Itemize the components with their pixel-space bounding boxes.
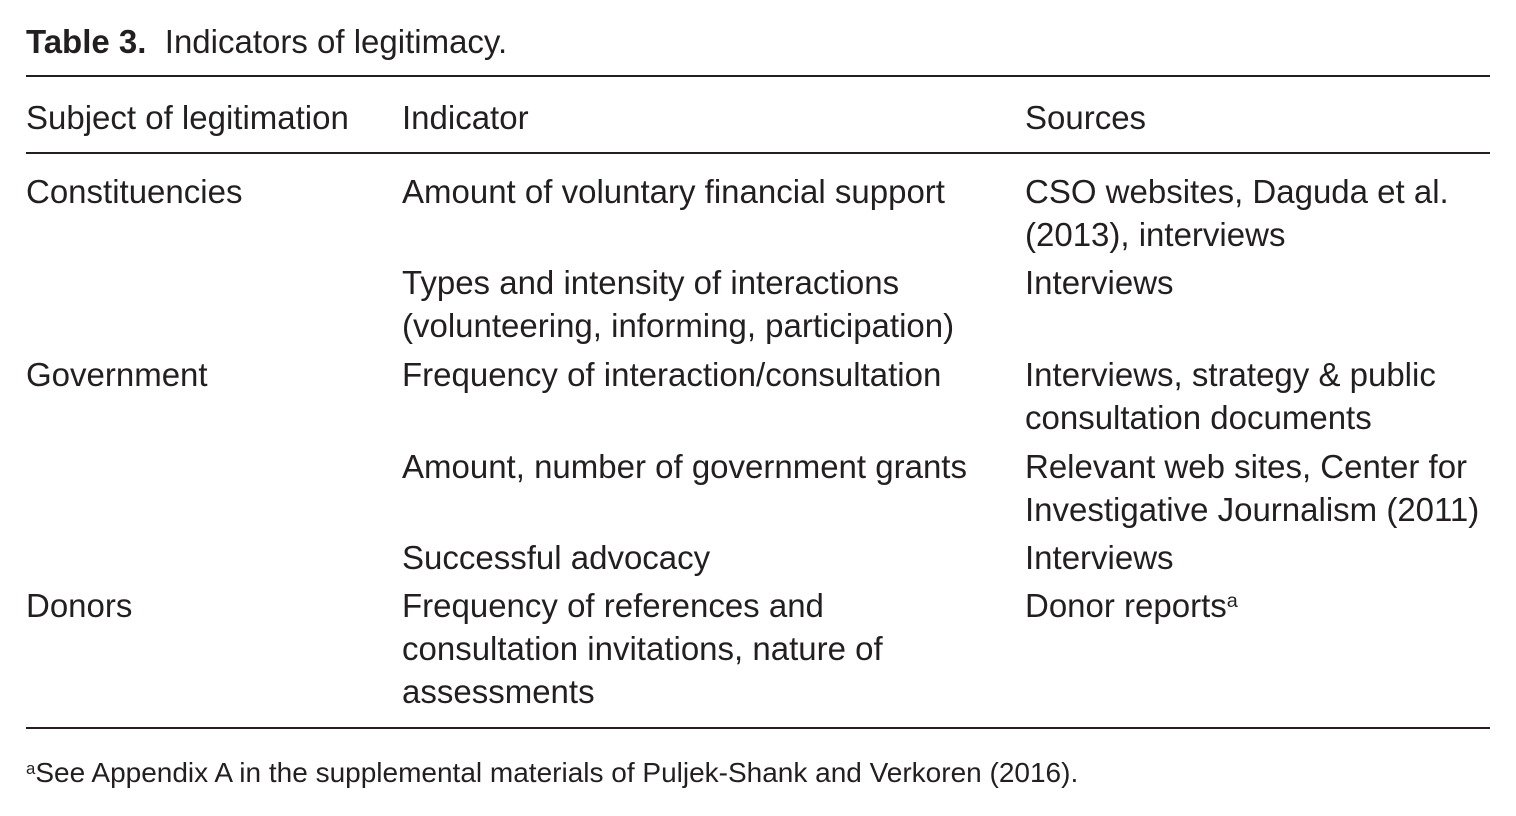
row-1-sources: Interviews: [1025, 264, 1174, 301]
table-caption: [26, 22, 507, 62]
row-5-sources: [1025, 584, 1495, 627]
row-2-sources: Interviews, strategy & public consultation documents: [1025, 356, 1436, 436]
header-indicator: Indicator: [402, 99, 529, 136]
bottom-rule: [26, 727, 1490, 729]
row-4-indicator: Successful advocacy: [402, 539, 711, 576]
row-1-indicator: Types and intensity of interactions (volunteering, informing, participation): [402, 264, 955, 344]
table-footnote: [26, 756, 1078, 790]
footnote-ref-a: a: [1226, 590, 1238, 613]
row-5-indicator: Frequency of references and consultation invitations, nature of assessments: [402, 587, 883, 710]
footnote-text: See Appendix A in the supplemental materials of Puljek-Shank and Verkoren (2016).: [35, 757, 1079, 788]
header-subject: Subject of legitimation: [26, 99, 349, 136]
row-2-subject: Government: [26, 356, 208, 393]
top-rule: [26, 75, 1490, 77]
caption-label: Table 3.: [26, 23, 147, 60]
row-5-sources-text: Donor reports: [1025, 587, 1227, 624]
header-sources: Sources: [1025, 99, 1147, 136]
row-0-sources: CSO websites, Daguda et al. (2013), interviews: [1025, 173, 1449, 253]
row-0-subject: Constituencies: [26, 173, 243, 210]
row-4-sources: Interviews: [1025, 539, 1174, 576]
footnote-marker: a: [26, 758, 36, 778]
row-0-indicator: Amount of voluntary financial support: [402, 173, 945, 210]
row-3-sources: Relevant web sites, Center for Investigative Journalism (2011): [1025, 448, 1480, 528]
row-2-indicator: Frequency of interaction/consultation: [402, 356, 942, 393]
row-5-subject: Donors: [26, 587, 133, 624]
caption-text: Indicators of legitimacy.: [164, 23, 508, 60]
row-3-indicator: Amount, number of government grants: [402, 448, 967, 485]
header-rule: [26, 152, 1490, 154]
